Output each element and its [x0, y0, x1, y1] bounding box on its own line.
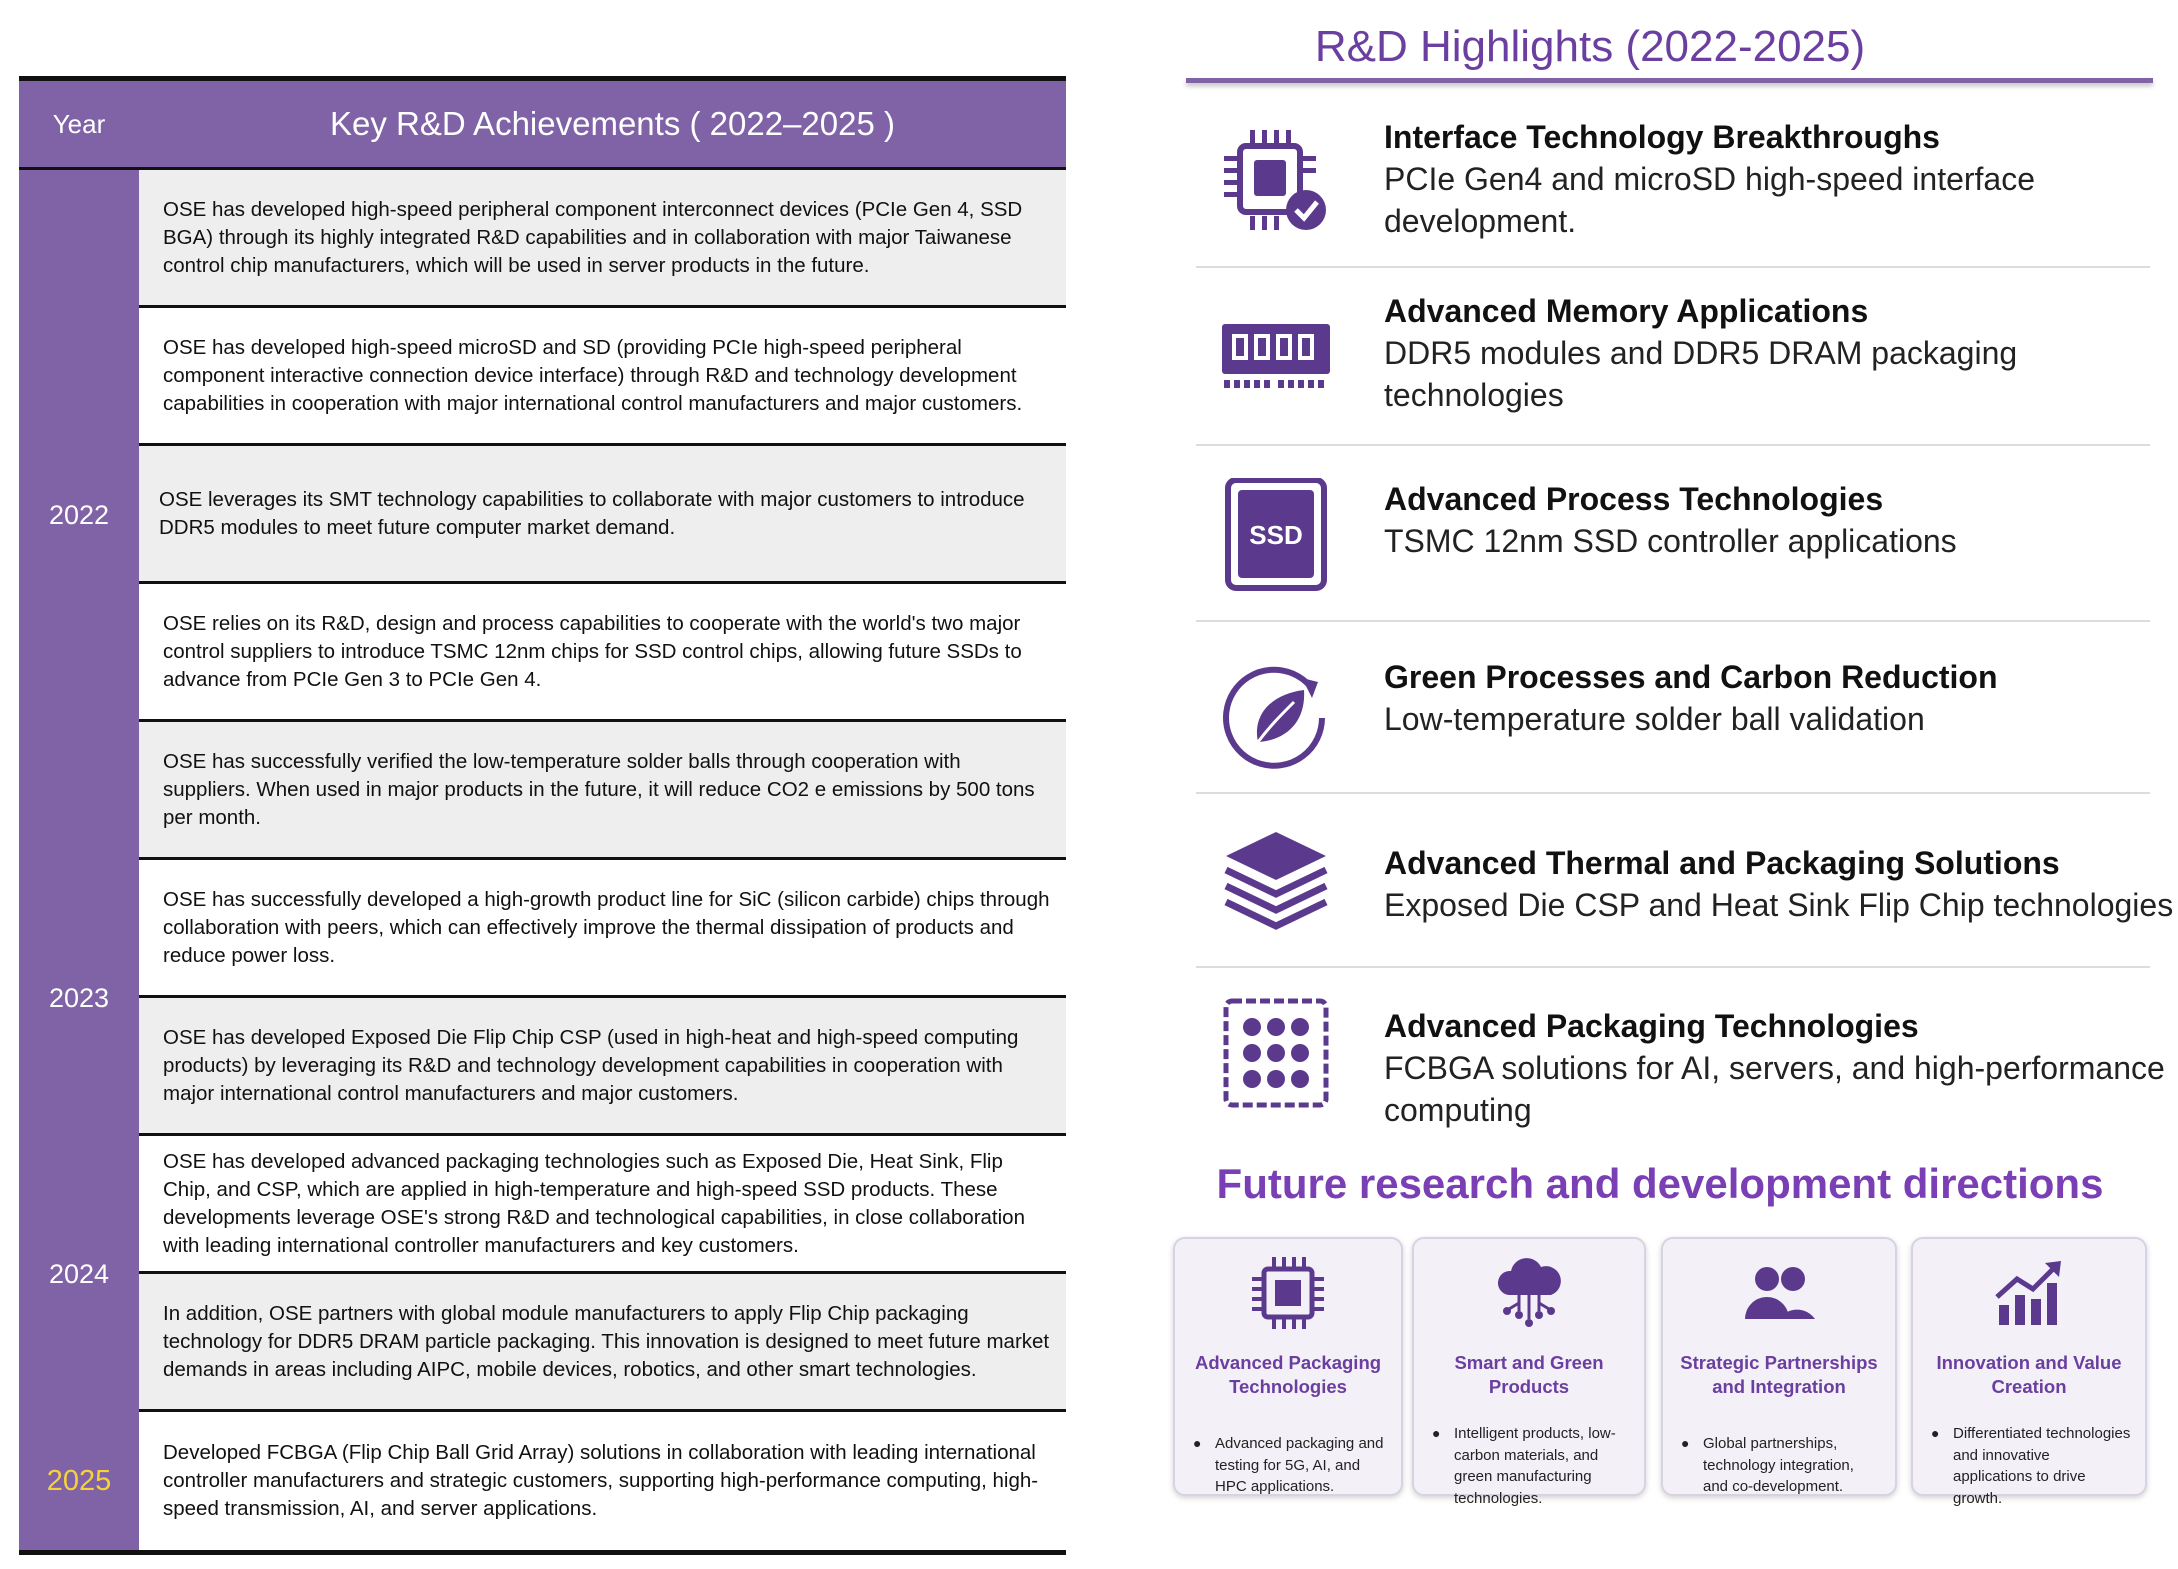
- table-row: OSE leverages its SMT technology capabilities to collaborate with major customers to introduce DDR5 modules to meet future computer market demand.: [139, 446, 1066, 584]
- highlight-title: Interface Technology Breakthroughs: [1384, 119, 1940, 155]
- highlight-title: Advanced Process Technologies: [1384, 481, 1884, 517]
- highlight-desc: TSMC 12nm SSD controller applications: [1384, 523, 1957, 559]
- table-row: OSE relies on its R&D, design and process capabilities to cooperate with the world's two major control suppliers to introduce TSMC 12nm chips for SSD control chips, allowing future SSDs to advance from PCIe Gen 3 to PCIe Gen 4.: [139, 584, 1066, 722]
- highlight-desc: PCIe Gen4 and microSD high-speed interface development.: [1384, 161, 2036, 239]
- memory-module-icon: [1218, 294, 1334, 410]
- divider: [1196, 620, 2150, 622]
- card-strategic-partnerships: [1661, 1237, 1897, 1496]
- highlight-desc: Low-temperature solder ball validation: [1384, 701, 1925, 737]
- svg-text:SSD: SSD: [1249, 520, 1303, 550]
- chip-check-icon: [1218, 122, 1334, 238]
- table-row: OSE has developed high-speed microSD and SD (providing PCIe high-speed peripheral component interactive connection device interface) through R&D and technology development capabilities in cooperation with major international control manufacturers and major customers.: [139, 308, 1066, 446]
- highlight-title: Green Processes and Carbon Reduction: [1384, 659, 1998, 695]
- card-advanced-packaging: [1173, 1237, 1403, 1496]
- table-row: OSE has successfully developed a high-growth product line for SiC (silicon carbide) chips through collaboration with peers, which can effectively improve the thermal dissipation of products and reduce power loss.: [139, 860, 1066, 998]
- divider: [1196, 444, 2150, 446]
- table-row: OSE has developed advanced packaging technologies such as Exposed Die, Heat Sink, Flip Chip, and CSP, which are applied in high-temperature and high-speed SSD products. These developments leverage OSE's strong R&D and technological capabilities, in close collaboration with leading international controller manufacturers and key customers.: [139, 1136, 1066, 1274]
- card-bullet-text: Differentiated technologies and innovative applications to drive growth.: [1953, 1425, 2131, 1507]
- bullet-icon: ●: [1931, 1425, 1940, 1441]
- card-bullet-text: Intelligent products, low-carbon materials, and green manufacturing technologies.: [1454, 1425, 1616, 1507]
- highlight-title: Advanced Packaging Technologies: [1384, 1008, 1919, 1044]
- highlight-desc: DDR5 modules and DDR5 DRAM packaging technologies: [1384, 335, 2018, 413]
- divider: [1196, 792, 2150, 794]
- title-underline: [1186, 78, 2153, 83]
- card-title: Smart and Green Products: [1454, 1352, 1604, 1397]
- year-group-2022: [19, 170, 1066, 860]
- table-header: [19, 81, 1066, 170]
- header-year: Year: [52, 108, 106, 139]
- year-group-2023: [19, 860, 1066, 1136]
- card-bullet: [1681, 1433, 1883, 1498]
- card-bullet: [1432, 1423, 1632, 1509]
- divider: [1196, 266, 2150, 268]
- chip-icon: [1248, 1253, 1328, 1333]
- bullet-icon: ●: [1432, 1425, 1441, 1441]
- leaf-cycle-icon: [1218, 656, 1334, 772]
- highlights-title: R&D Highlights (2022-2025): [1314, 22, 1866, 71]
- table-row: OSE has developed high-speed peripheral component interconnect devices (PCIe Gen 4, SSD BGA) through its highly integrated R&D capabilities and in collaboration with major Taiwanese control chip manufacturers, which will be used in server products in the future.: [139, 170, 1066, 308]
- card-title: Advanced Packaging Technologies: [1194, 1352, 1382, 1397]
- table-row: OSE has developed Exposed Die Flip Chip CSP (used in high-heat and high-speed computing products) by leveraging its R&D and technology development capabilities in cooperation with major international control manufacturers and major customers.: [139, 998, 1066, 1136]
- card-title: Innovation and Value Creation: [1936, 1352, 2122, 1397]
- bullet-icon: ●: [1193, 1435, 1202, 1451]
- year-cell: 2022: [19, 170, 139, 860]
- table-row: OSE has successfully verified the low-temperature solder balls through cooperation with suppliers. When used in major products in the future, it will reduce CO2 e emissions by 500 tons per month.: [139, 722, 1066, 860]
- year-cell: 2025: [19, 1412, 139, 1550]
- card-bullet-text: Advanced packaging and testing for 5G, AI, and HPC applications.: [1215, 1435, 1384, 1495]
- card-bullet: [1931, 1423, 2133, 1509]
- future-title: Future research and development directions: [1216, 1160, 2104, 1207]
- year-cell: 2023: [19, 860, 139, 1136]
- year-cell: 2024: [19, 1136, 139, 1412]
- header-achievements: Key R&D Achievements ( 2022–2025 ): [330, 105, 895, 142]
- card-innovation-value: [1911, 1237, 2147, 1507]
- highlight-title: Advanced Memory Applications: [1384, 293, 1869, 329]
- dot-grid-icon: [1218, 995, 1334, 1111]
- card-bullet-text: Global partnerships, technology integration, and co-development.: [1703, 1435, 1854, 1495]
- year-group-2024: [19, 1136, 1066, 1412]
- year-group-2025: [19, 1412, 1066, 1550]
- card-title: Strategic Partnerships and Integration: [1680, 1352, 1878, 1397]
- growth-chart-icon: [1989, 1253, 2069, 1333]
- highlight-desc: Exposed Die CSP and Heat Sink Flip Chip technologies: [1384, 887, 2174, 923]
- table-row: In addition, OSE partners with global module manufacturers to apply Flip Chip packaging technology for DDR5 DRAM particle packaging. This innovation is designed to meet future market demands in areas including AIPC, mobile devices, robotics, and other smart technologies.: [139, 1274, 1066, 1412]
- highlight-desc: FCBGA solutions for AI, servers, and high-performance computing: [1384, 1050, 2165, 1128]
- cloud-network-icon: [1489, 1253, 1569, 1333]
- bullet-icon: ●: [1681, 1435, 1690, 1451]
- table-row: Developed FCBGA (Flip Chip Ball Grid Array) solutions in collaboration with leading international controller manufacturers and strategic customers, supporting high-performance computing, high-speed transmission, AI, and server applications.: [139, 1412, 1066, 1550]
- highlight-title: Advanced Thermal and Packaging Solutions: [1384, 845, 2060, 881]
- card-smart-green: [1412, 1237, 1646, 1507]
- divider: [1196, 966, 2150, 968]
- people-icon: [1739, 1253, 1819, 1333]
- card-bullet: [1193, 1433, 1389, 1498]
- ssd-icon: [1218, 478, 1334, 594]
- rd-achievements-table: [19, 76, 1066, 1555]
- layers-icon: [1218, 826, 1334, 942]
